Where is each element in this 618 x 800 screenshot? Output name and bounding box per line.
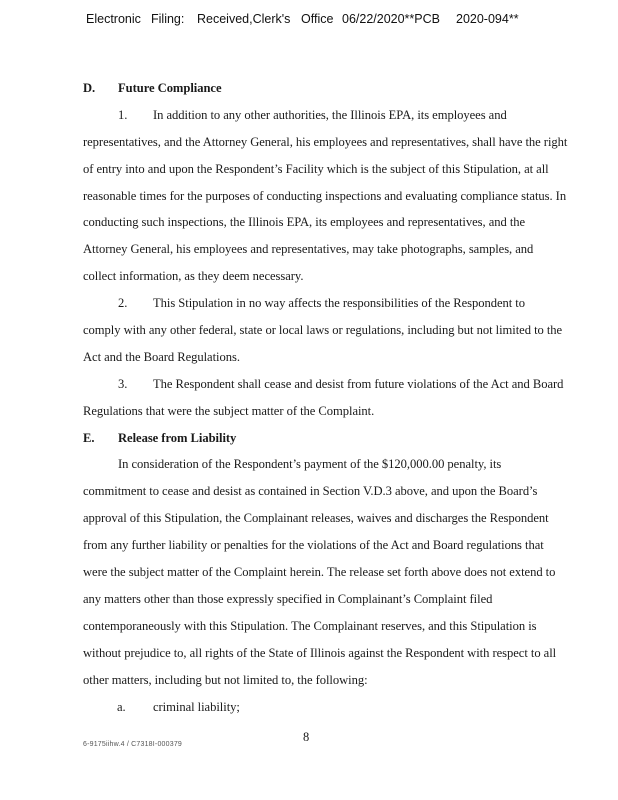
paragraph-1-line: conducting such inspections, the Illinois EPA, its employees and representatives, and the <box>83 215 526 229</box>
release-paragraph-line: approval of this Stipulation, the Complainant releases, waives and discharges the Respondent <box>83 511 549 525</box>
paragraph-3-line: The Respondent shall cease and desist from future violations of the Act and Board <box>153 377 564 391</box>
paragraph-1-line: In addition to any other authorities, the Illinois EPA, its employees and <box>153 108 507 122</box>
section-e-title: Release from Liability <box>118 431 237 445</box>
paragraph-2-line: Act and the Board Regulations. <box>83 350 240 364</box>
release-paragraph-line: In consideration of the Respondent’s payment of the $120,000.00 penalty, its <box>118 457 502 471</box>
paragraph-1-line: representatives, and the Attorney General, his employees and representatives, shall have the right <box>83 135 568 149</box>
paragraph-1-number: 1. <box>118 108 128 122</box>
paragraph-3-line: Regulations that were the subject matter of the Complaint. <box>83 404 375 418</box>
header-filing: Filing: <box>151 12 185 26</box>
filing-header <box>0 12 618 30</box>
header-office: Office <box>301 12 334 26</box>
paragraph-2-line: This Stipulation in no way affects the responsibilities of the Respondent to <box>153 296 525 310</box>
release-paragraph-line: without prejudice to, all rights of the State of Illinois against the Respondent with respect to all <box>83 646 557 660</box>
list-item-a-letter: a. <box>117 700 126 714</box>
section-d-letter: D. <box>83 81 96 95</box>
section-e-letter: E. <box>83 431 95 445</box>
paragraph-1-line: collect information, as they deem necessary. <box>83 269 304 283</box>
paragraph-3-number: 3. <box>118 377 128 391</box>
release-paragraph-line: from any further liability or penalties for the violations of the Act and Board regulations that <box>83 538 544 552</box>
release-paragraph-line: contemporaneously with this Stipulation. The Complainant reserves, and this Stipulation is <box>83 619 537 633</box>
release-paragraph-line: were the subject matter of the Complaint herein. The release set forth above does not extend to <box>83 565 556 579</box>
section-d-title: Future Compliance <box>118 81 222 95</box>
paragraph-2-line: comply with any other federal, state or local laws or regulations, including but not limited to the <box>83 323 563 337</box>
paragraph-1-line: reasonable times for the purposes of conducting inspections and evaluating compliance status. In <box>83 189 567 203</box>
paragraph-1-line: of entry into and upon the Respondent’s Facility which is the subject of this Stipulation, at all <box>83 162 549 176</box>
page-number: 8 <box>303 730 310 744</box>
release-paragraph-line: any matters other than those expressly specified in Complainant’s Complaint filed <box>83 592 493 606</box>
release-paragraph-line: commitment to cease and desist as contained in Section V.D.3 above, and upon the Board’s <box>83 484 538 498</box>
header-date: 06/22/2020**PCB <box>342 12 440 26</box>
paragraph-1-line: Attorney General, his employees and representatives, may take photographs, samples, and <box>83 242 534 256</box>
header-received: Received,Clerk's <box>197 12 291 26</box>
header-electronic: Electronic <box>86 12 141 26</box>
list-item-a-text: criminal liability; <box>153 700 240 714</box>
paragraph-2-number: 2. <box>118 296 128 310</box>
document-footer-id: 6-9175iihw.4 / C7318I-000379 <box>83 741 183 748</box>
header-docket: 2020-094** <box>456 12 519 26</box>
release-paragraph-line: other matters, including but not limited to, the following: <box>83 673 368 687</box>
